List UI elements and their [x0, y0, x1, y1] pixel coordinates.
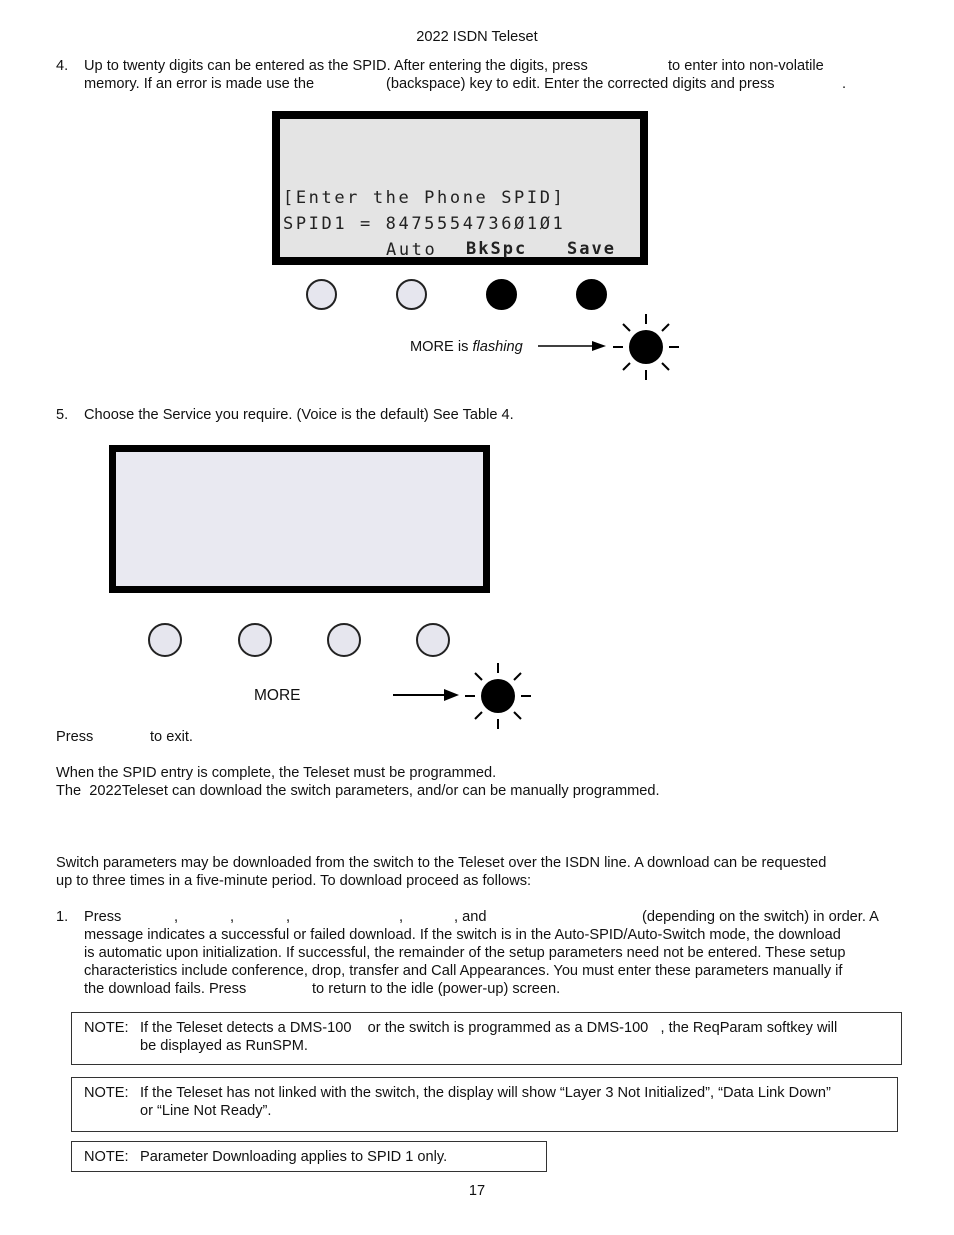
more-button-flashing-icon[interactable] — [610, 312, 682, 384]
lcd-display-service — [109, 445, 490, 593]
lcd-line-1: [Enter the Phone SPID] — [283, 188, 566, 208]
softkey-label-bkspc: BkSpc — [466, 239, 528, 259]
step-4-line1-tail: to enter into non-volatile — [668, 58, 824, 74]
note-label: NOTE: — [84, 1020, 129, 1036]
arrow-right-icon-2 — [392, 686, 462, 704]
softkey-button-1b[interactable] — [148, 623, 182, 657]
lcd-screen — [280, 119, 640, 260]
exit-tail: to exit. — [150, 729, 193, 745]
step-1-line4: characteristics include conference, drop, transfer and Call Appearances. You must enter these parameters manually if — [84, 963, 843, 979]
softkey-label-save: Save — [567, 239, 616, 259]
lcd-screen-2 — [116, 452, 483, 586]
step-1-line5a: the download fails. Press — [84, 981, 247, 997]
step-1-and: , and — [454, 909, 487, 925]
intro-line1: When the SPID entry is complete, the Teleset must be programmed. — [56, 765, 497, 781]
more-label: MORE is — [410, 339, 469, 355]
note-line2: be displayed as RunSPM. — [140, 1038, 308, 1054]
softkey-button-1[interactable] — [306, 279, 337, 310]
softkey-button-2[interactable] — [396, 279, 427, 310]
page-number: 17 — [468, 1183, 486, 1199]
step-1-comma1: , — [174, 909, 179, 925]
step-5-number: 5. — [56, 407, 69, 423]
step-4-line2c: . — [842, 76, 847, 92]
flashing-label: flashing — [472, 339, 523, 355]
lcd-display-spid — [272, 111, 648, 265]
step-1-line5b: to return to the idle (power-up) screen. — [312, 981, 561, 997]
note-box-dms — [71, 1012, 902, 1065]
note-box-spid — [71, 1141, 547, 1172]
step-1-line2: message indicates a successful or failed download. If the switch is in the Auto-SPID/Auto-Switch mode, the download — [84, 927, 841, 943]
step-1-number: 1. — [56, 909, 69, 925]
more-label-2: MORE — [254, 687, 301, 704]
note-line1: If the Teleset has not linked with the switch, the display will show “Layer 3 Not Initialized”, “Data Link Down” — [140, 1085, 831, 1101]
step-5-text: Choose the Service you require. (Voice is the default) See Table 4. — [84, 407, 514, 423]
softkey-button-3b[interactable] — [327, 623, 361, 657]
step-1-line3: is automatic upon initialization. If successful, the remainder of the setup parameters need not be entered. These setup — [84, 945, 846, 961]
download-line2: up to three times in a five-minute period. To download proceed as follows: — [56, 873, 532, 889]
more-flashing-caption — [410, 338, 523, 356]
softkey-label-auto: Auto — [386, 240, 438, 260]
lcd-line-2: SPID1 = 8475554736Ø1Ø1 — [283, 214, 566, 234]
page-header: 2022 ISDN Teleset — [416, 29, 538, 45]
softkey-button-4[interactable] — [576, 279, 607, 310]
download-line1: Switch parameters may be downloaded from the switch to the Teleset over the ISDN line. A download can be requested — [56, 855, 827, 871]
exit-press: Press — [56, 729, 94, 745]
note-line1: Parameter Downloading applies to SPID 1 only. — [140, 1149, 448, 1165]
softkey-button-2b[interactable] — [238, 623, 272, 657]
note-label: NOTE: — [84, 1149, 129, 1165]
step-4-line2a: memory. If an error is made use the — [84, 76, 315, 92]
arrow-right-icon — [536, 337, 608, 355]
note-label: NOTE: — [84, 1085, 129, 1101]
step-1-comma3: , — [286, 909, 291, 925]
step-4-number: 4. — [56, 58, 69, 74]
step-1-comma2: , — [230, 909, 235, 925]
step-1-tail: (depending on the switch) in order. A — [642, 909, 879, 925]
note-line1: If the Teleset detects a DMS-100 or the switch is programmed as a DMS-100 , the ReqParam softkey will — [140, 1020, 838, 1036]
note-box-link — [71, 1077, 898, 1132]
softkey-button-4b[interactable] — [416, 623, 450, 657]
more-button-flashing-icon-2[interactable] — [462, 661, 534, 733]
note-line2: or “Line Not Ready”. — [140, 1103, 272, 1119]
step-1-press: Press — [84, 909, 122, 925]
step-4-line1: Up to twenty digits can be entered as the SPID. After entering the digits, press — [84, 58, 588, 74]
intro-line2: The 2022Teleset can download the switch parameters, and/or can be manually programmed. — [56, 783, 660, 799]
softkey-button-3[interactable] — [486, 279, 517, 310]
step-1-comma4: , — [399, 909, 404, 925]
step-4-line2b: (backspace) key to edit. Enter the corrected digits and press — [386, 76, 775, 92]
